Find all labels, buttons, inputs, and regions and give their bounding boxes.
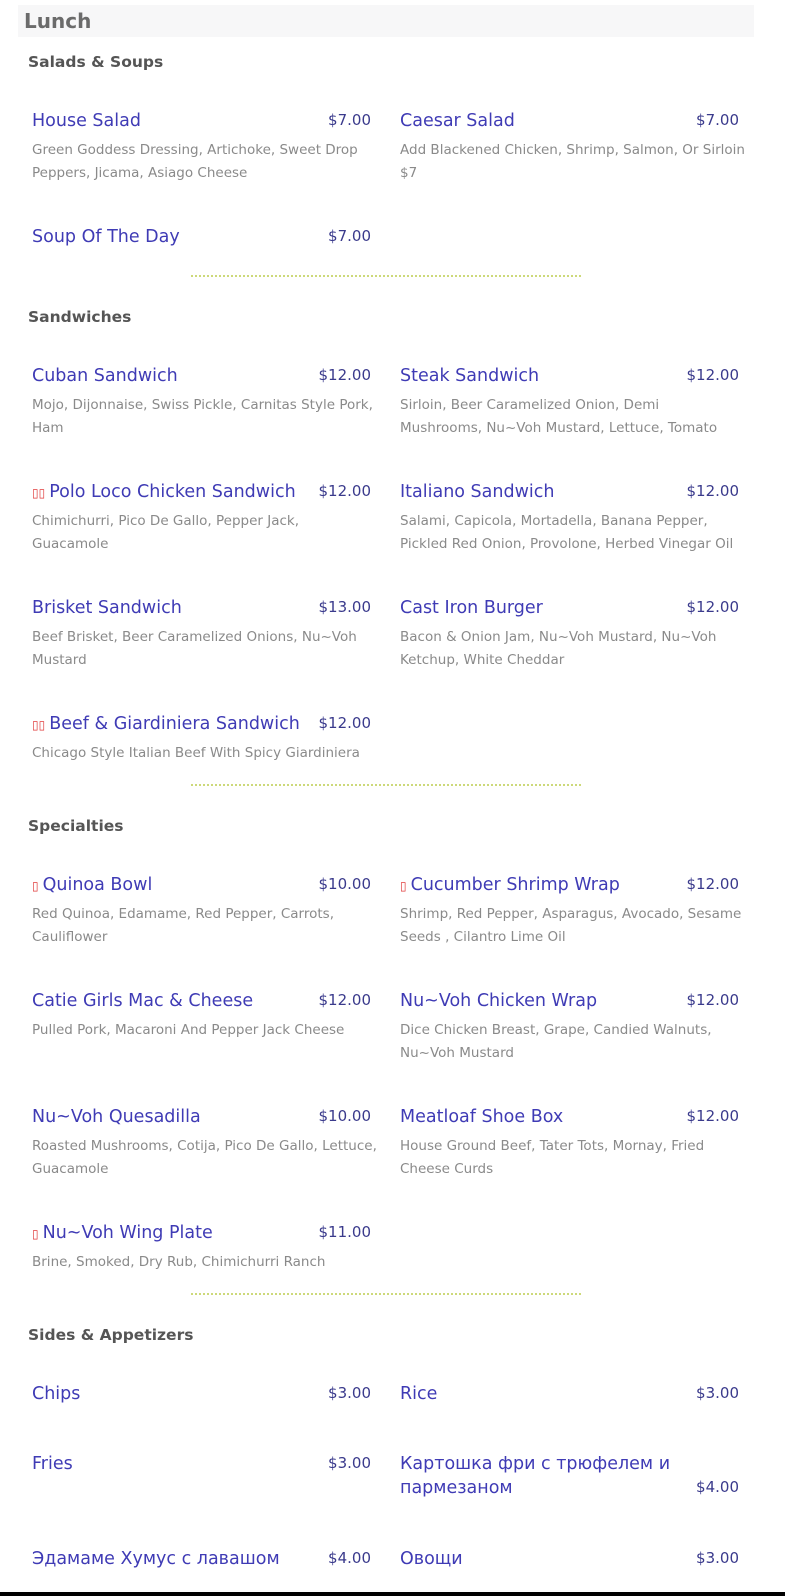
section-title: Sides & Appetizers — [28, 1326, 194, 1344]
item-description: Brine, Smoked, Dry Rub, Chimichurri Ranch — [32, 1254, 326, 1270]
spicy-icon: ▯▯ — [32, 486, 46, 500]
item-name[interactable]: Fries — [32, 1454, 73, 1474]
item-price: $12.00 — [318, 366, 371, 384]
item-name[interactable] — [32, 480, 312, 505]
item-price: $3.00 — [696, 1384, 739, 1402]
section-divider — [191, 784, 581, 786]
item-description: House Ground Beef, Tater Tots, Mornay, Fried Cheese Curds — [400, 1138, 705, 1177]
item-name[interactable]: Brisket Sandwich — [32, 598, 182, 618]
item-description: Beef Brisket, Beer Caramelized Onions, Nu~Voh Mustard — [32, 629, 357, 668]
item-price: $3.00 — [328, 1384, 371, 1402]
item-name[interactable]: Nu~Voh Chicken Wrap — [400, 991, 598, 1011]
item-description: Roasted Mushrooms, Cotija, Pico De Gallo, Lettuce, Guacamole — [32, 1138, 377, 1177]
item-price: $12.00 — [686, 366, 739, 384]
item-name[interactable]: Rice — [400, 1384, 438, 1404]
item-price: $3.00 — [696, 1549, 739, 1567]
item-name[interactable]: Chips — [32, 1384, 81, 1404]
item-description: Add Blackened Chicken, Shrimp, Salmon, Or Sirloin $7 — [400, 142, 745, 181]
item-name[interactable]: Caesar Salad — [400, 111, 515, 131]
item-price: $4.00 — [328, 1549, 371, 1567]
spicy-icon: ▯ — [32, 879, 39, 893]
item-name[interactable] — [32, 873, 312, 898]
item-price: $12.00 — [686, 482, 739, 500]
section-divider — [191, 275, 581, 277]
spicy-icon: ▯ — [32, 1227, 39, 1241]
section-title: Sandwiches — [28, 308, 132, 326]
item-name[interactable]: Овощи — [400, 1549, 463, 1569]
menu-title: Lunch — [18, 5, 754, 37]
section-divider — [191, 1293, 581, 1295]
section-title: Salads & Soups — [28, 53, 164, 71]
item-name-text: Quinoa Bowl — [42, 875, 153, 895]
item-name[interactable]: Steak Sandwich — [400, 366, 540, 386]
item-price: $13.00 — [318, 598, 371, 616]
item-name[interactable]: House Salad — [32, 111, 141, 131]
item-price: $3.00 — [328, 1454, 371, 1472]
item-name[interactable] — [32, 712, 312, 737]
item-price: $10.00 — [318, 875, 371, 893]
item-price: $7.00 — [696, 111, 739, 129]
item-description: Salami, Capicola, Mortadella, Banana Pepper, Pickled Red Onion, Provolone, Herbed Vinegar Oil — [400, 513, 734, 552]
item-price: $12.00 — [686, 598, 739, 616]
item-name[interactable] — [400, 873, 680, 898]
item-description: Sirloin, Beer Caramelized Onion, Demi Mushrooms, Nu~Voh Mustard, Lettuce, Tomato — [400, 397, 718, 436]
item-description: Chimichurri, Pico De Gallo, Pepper Jack, Guacamole — [32, 513, 300, 552]
item-name[interactable] — [32, 1221, 312, 1246]
item-description: Shrimp, Red Pepper, Asparagus, Avocado, Sesame Seeds , Cilantro Lime Oil — [400, 906, 742, 945]
item-description: Dice Chicken Breast, Grape, Candied Walnuts, Nu~Voh Mustard — [400, 1022, 712, 1061]
item-name-text: Cucumber Shrimp Wrap — [410, 875, 620, 895]
item-description: Chicago Style Italian Beef With Spicy Giardiniera — [32, 745, 360, 761]
item-name[interactable]: Картошка фри с трюфелем и пармезаном — [400, 1454, 671, 1498]
item-name-text: Polo Loco Chicken Sandwich — [49, 482, 296, 502]
item-price: $12.00 — [318, 991, 371, 1009]
item-name-text: Beef & Giardiniera Sandwich — [49, 714, 300, 734]
item-description: Bacon & Onion Jam, Nu~Voh Mustard, Nu~Voh Ketchup, White Cheddar — [400, 629, 717, 668]
item-price: $7.00 — [328, 227, 371, 245]
item-price: $12.00 — [318, 482, 371, 500]
item-name[interactable]: Meatloaf Shoe Box — [400, 1107, 564, 1127]
item-price: $10.00 — [318, 1107, 371, 1125]
spicy-icon: ▯▯ — [32, 718, 46, 732]
item-name[interactable]: Catie Girls Mac & Cheese — [32, 991, 254, 1011]
spicy-icon: ▯ — [400, 879, 407, 893]
section-title: Specialties — [28, 817, 124, 835]
item-name[interactable]: Soup Of The Day — [32, 227, 180, 247]
item-price: $12.00 — [686, 875, 739, 893]
item-description: Green Goddess Dressing, Artichoke, Sweet Drop Peppers, Jicama, Asiago Cheese — [32, 142, 358, 181]
item-price: $12.00 — [686, 1107, 739, 1125]
item-name[interactable]: Cuban Sandwich — [32, 366, 178, 386]
item-description: Red Quinoa, Edamame, Red Pepper, Carrots, Cauliflower — [32, 906, 335, 945]
item-description: Mojo, Dijonnaise, Swiss Pickle, Carnitas Style Pork, Ham — [32, 397, 373, 436]
item-price: $7.00 — [328, 111, 371, 129]
item-description: Pulled Pork, Macaroni And Pepper Jack Cheese — [32, 1022, 345, 1038]
item-name[interactable]: Italiano Sandwich — [400, 482, 555, 502]
item-name[interactable]: Эдамаме Хумус с лавашом — [32, 1549, 280, 1569]
item-name[interactable]: Nu~Voh Quesadilla — [32, 1107, 201, 1127]
item-price: $11.00 — [318, 1223, 371, 1241]
item-name[interactable]: Cast Iron Burger — [400, 598, 543, 618]
item-price: $12.00 — [686, 991, 739, 1009]
item-price: $4.00 — [696, 1478, 739, 1496]
bottom-border — [0, 1592, 785, 1596]
item-price: $12.00 — [318, 714, 371, 732]
item-name-text: Nu~Voh Wing Plate — [42, 1223, 213, 1243]
